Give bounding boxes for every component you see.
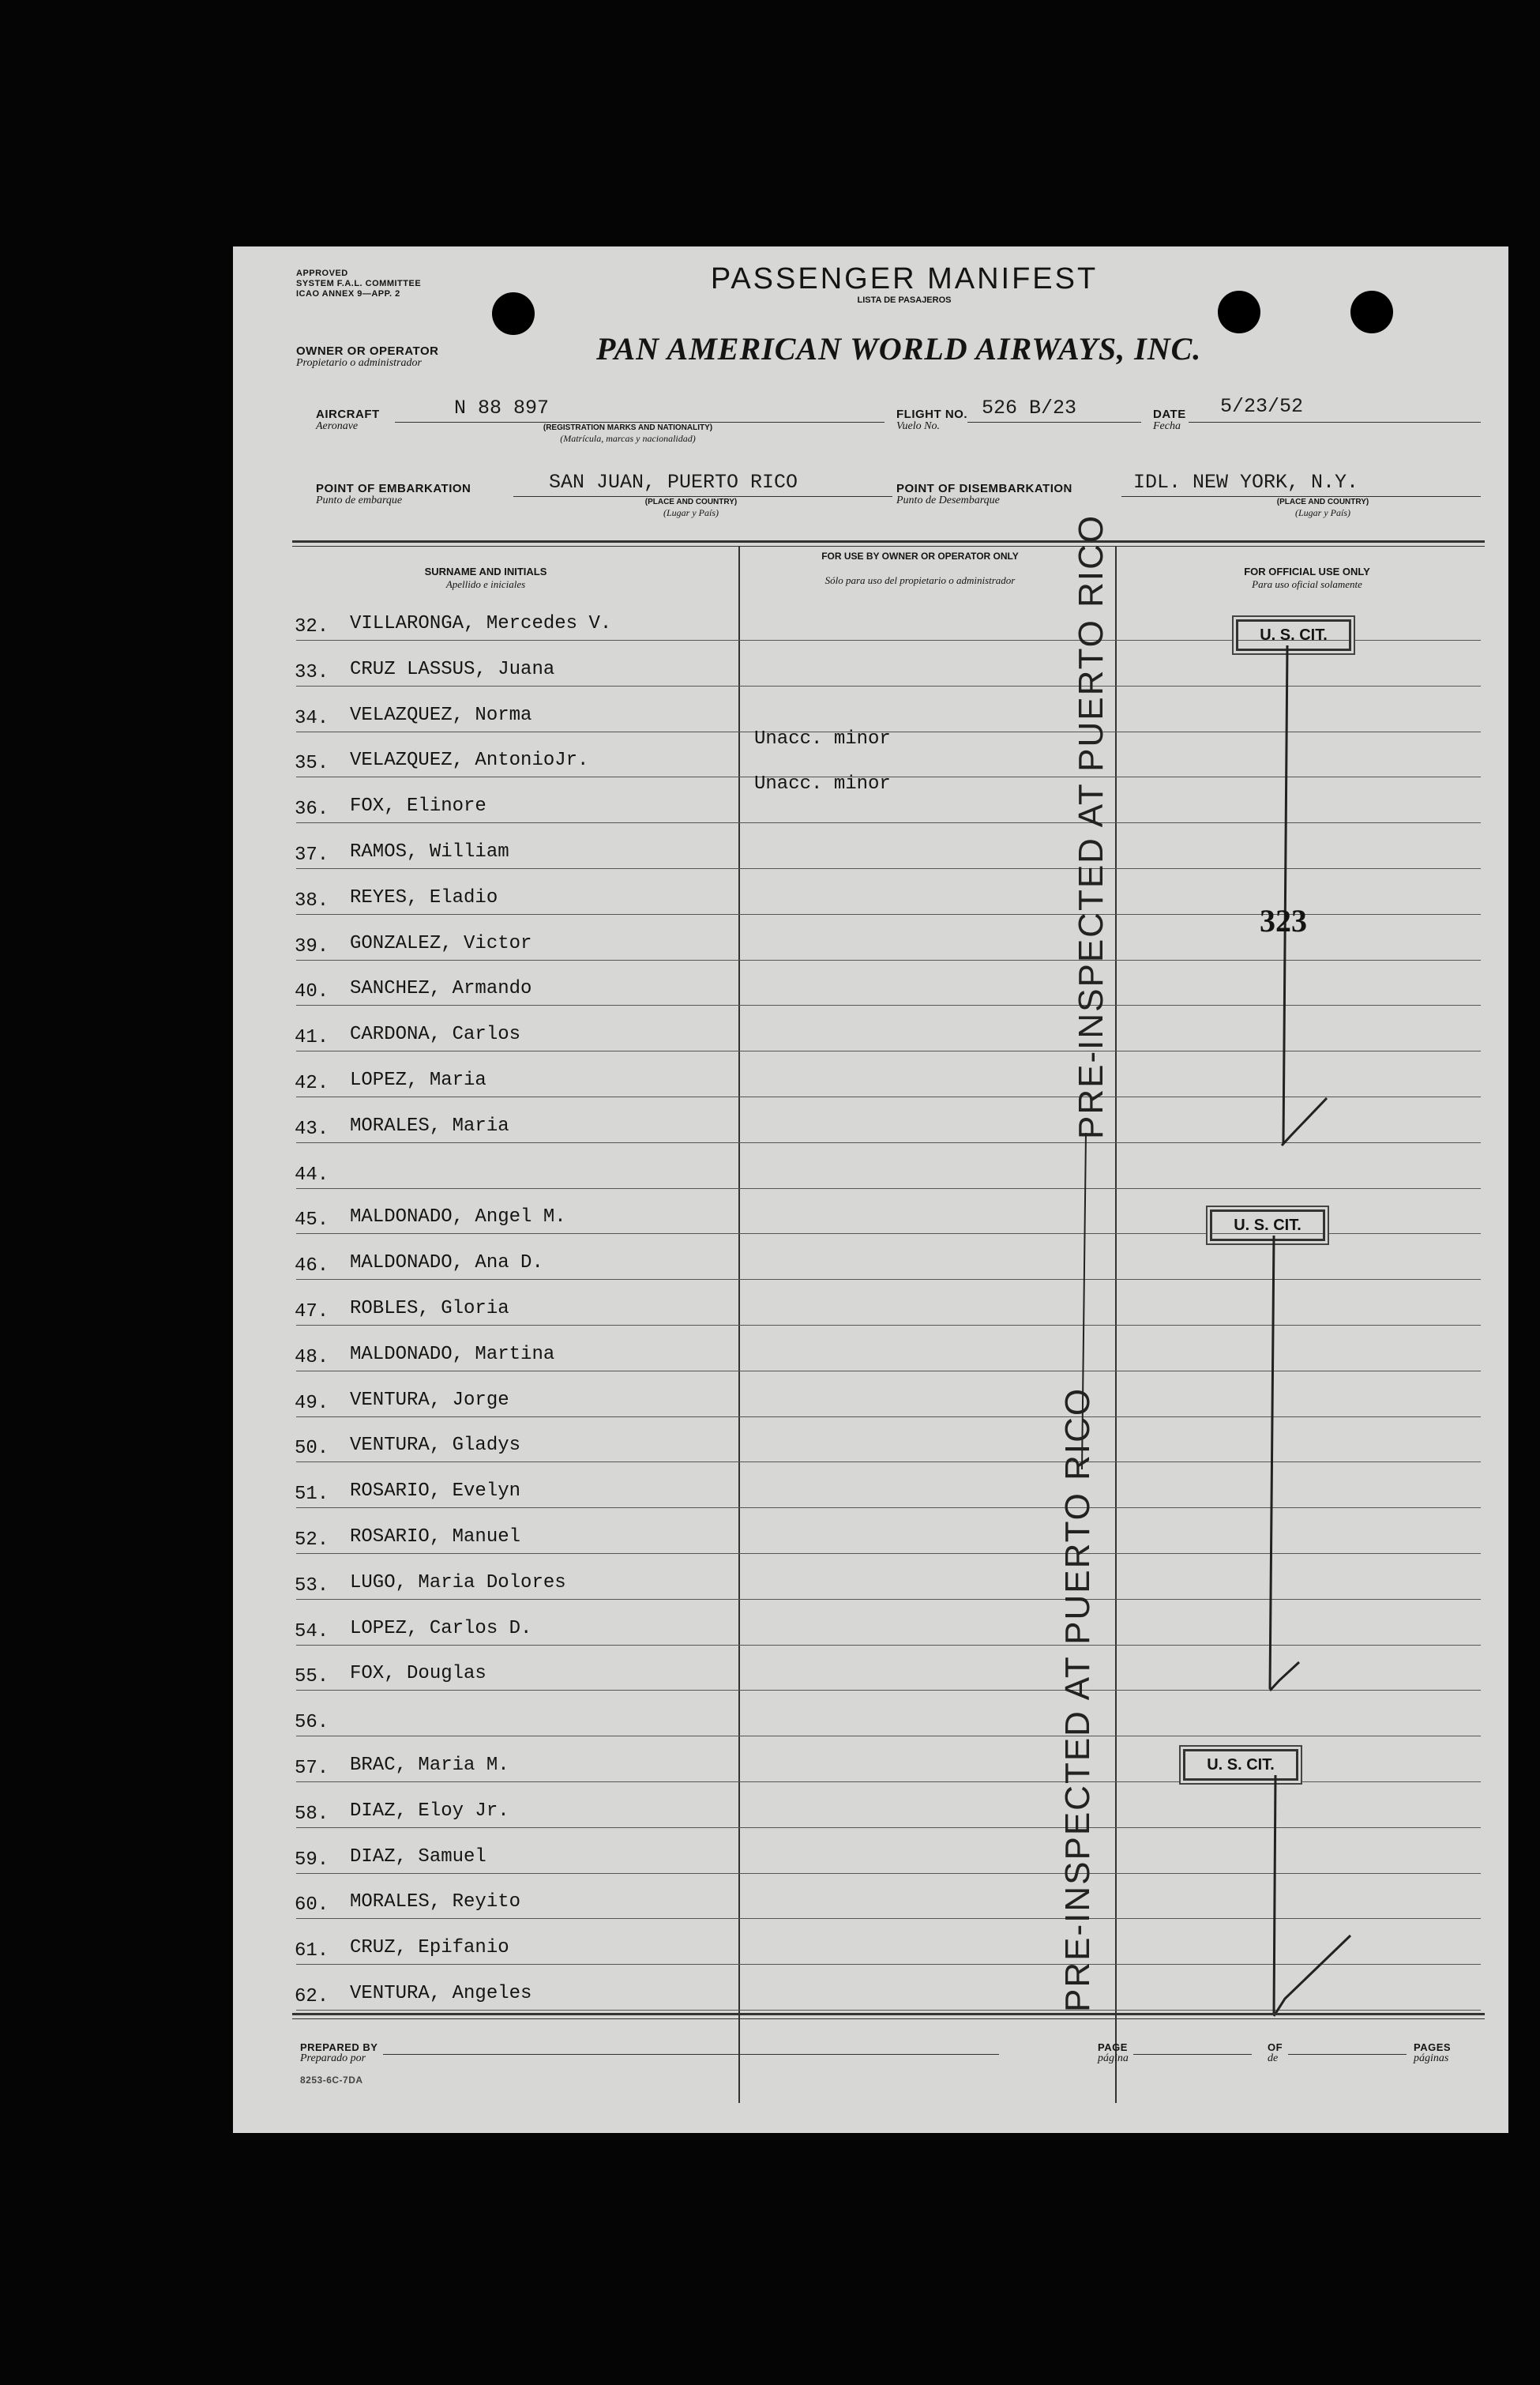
passenger-name: MORALES, Reyito — [350, 1891, 521, 1913]
bracket-line-2 — [1270, 1236, 1274, 1689]
pages-label-es: páginas — [1414, 2052, 1449, 2064]
prepared-label-es: Preparado por — [300, 2052, 366, 2064]
passenger-name: DIAZ, Eloy Jr. — [350, 1800, 509, 1822]
prepared-underline — [383, 2054, 999, 2055]
row-number: 38. — [295, 890, 329, 912]
row-number: 36. — [295, 799, 329, 821]
row-number: 62. — [295, 1986, 329, 2007]
page-label-es: página — [1098, 2052, 1129, 2064]
passenger-name: RAMOS, William — [350, 841, 509, 863]
bracket-line-1 — [1283, 645, 1287, 1143]
bracket-line-3 — [1274, 1775, 1275, 2014]
embark-label-es: Punto de embarque — [316, 495, 403, 506]
embark-caption-es: (Lugar y País) — [663, 507, 719, 518]
embark-caption: (PLACE AND COUNTRY) — [644, 498, 738, 506]
passenger-name: GONZALEZ, Victor — [350, 932, 532, 954]
disembark-caption-es: (Lugar y País) — [1295, 507, 1350, 518]
row-number: 61. — [295, 1940, 329, 1962]
flight-label: FLIGHT NO. — [896, 408, 967, 421]
row-number: 41. — [295, 1027, 329, 1049]
passenger-name: LUGO, Maria Dolores — [350, 1571, 566, 1593]
row-number: 58. — [295, 1803, 329, 1825]
of-label-es: de — [1268, 2052, 1279, 2064]
row-number: 42. — [295, 1073, 329, 1094]
row-number: 54. — [295, 1620, 329, 1642]
row-number: 55. — [295, 1666, 329, 1688]
us-citizen-stamp-2: U. S. CIT. — [1210, 1209, 1325, 1241]
passenger-name: VELAZQUEZ, AntonioJr. — [350, 750, 589, 772]
passenger-name: CRUZ LASSUS, Juana — [350, 658, 555, 680]
aircraft-label-es: Aeronave — [316, 420, 359, 432]
date-label: DATE — [1153, 408, 1186, 421]
row-number: 48. — [295, 1346, 329, 1368]
flight-label-es: Vuelo No. — [896, 420, 940, 432]
embark-label: POINT OF EMBARKATION — [316, 482, 471, 495]
check-mark-1 — [1282, 1098, 1327, 1145]
row-number: 47. — [295, 1301, 329, 1322]
col-surname-head: SURNAME AND INITIALS — [424, 566, 547, 577]
date-value: 5/23/52 — [1220, 395, 1304, 418]
row-number: 60. — [295, 1894, 329, 1917]
passenger-name: MALDONADO, Martina — [350, 1343, 555, 1365]
passenger-name: MALDONADO, Ana D. — [350, 1252, 543, 1274]
col-official-head-es: Para uso oficial solamente — [1252, 578, 1362, 590]
count-note: 323 — [1260, 903, 1307, 939]
prepared-label: PREPARED BY — [300, 2041, 378, 2053]
date-label-es: Fecha — [1153, 420, 1181, 432]
col-surname-head-es: Apellido e iniciales — [445, 578, 526, 590]
of-label: OF — [1268, 2041, 1283, 2053]
disembark-label-es: Punto de Desembarque — [896, 495, 1000, 506]
passenger-name: CARDONA, Carlos — [350, 1024, 521, 1046]
row-number: 43. — [295, 1118, 329, 1140]
row-number: 51. — [295, 1484, 329, 1506]
passenger-name: FOX, Douglas — [350, 1663, 486, 1685]
pre-inspected-stamp-2: PRE-INSPECTED AT PUERTO RICO — [1058, 1386, 1097, 2012]
footer-rule-top — [292, 2013, 1485, 2015]
page-label: PAGE — [1098, 2041, 1128, 2053]
official-brackets — [233, 246, 1508, 2133]
row-number: 35. — [295, 753, 329, 775]
passenger-name: ROSARIO, Evelyn — [350, 1480, 521, 1503]
embark-value: SAN JUAN, PUERTO RICO — [549, 471, 798, 494]
row-number: 32. — [295, 616, 329, 638]
aircraft-value: N 88 897 — [454, 397, 550, 419]
page-underline — [1133, 2054, 1252, 2055]
row-number: 44. — [295, 1164, 329, 1186]
check-mark-2 — [1270, 1662, 1299, 1691]
row-number: 52. — [295, 1529, 329, 1551]
row-number: 59. — [295, 1849, 329, 1871]
passenger-name: VENTURA, Jorge — [350, 1389, 509, 1411]
disembark-label: POINT OF DISEMBARKATION — [896, 482, 1072, 495]
row-number: 49. — [295, 1392, 329, 1414]
col-official-head: FOR OFFICIAL USE ONLY — [1244, 566, 1370, 577]
disembark-value: IDL. NEW YORK, N.Y. — [1133, 471, 1359, 494]
passenger-name: FOX, Elinore — [350, 796, 486, 818]
approved-line-2: SYSTEM F.A.L. COMMITTEE — [296, 279, 422, 288]
row-number: 40. — [295, 981, 329, 1003]
passenger-name: REYES, Eladio — [350, 886, 498, 908]
passenger-name: SANCHEZ, Armando — [350, 978, 532, 1000]
row-number: 37. — [295, 845, 329, 866]
footer-rule-bottom — [292, 2018, 1485, 2019]
passenger-name: VENTURA, Angeles — [350, 1983, 532, 2004]
row-number: 53. — [295, 1574, 329, 1597]
row-number: 34. — [295, 707, 329, 729]
row-number: 46. — [295, 1255, 329, 1277]
owner-value: PAN AMERICAN WORLD AIRWAYS, INC. — [596, 331, 1202, 367]
passenger-name: BRAC, Maria M. — [350, 1755, 509, 1776]
passenger-name: MALDONADO, Angel M. — [350, 1206, 566, 1228]
aircraft-caption-es: (Matrícula, marcas y nacionalidad) — [560, 433, 696, 444]
passenger-name: ROSARIO, Manuel — [350, 1526, 521, 1548]
passenger-name: MORALES, Maria — [350, 1115, 509, 1137]
passenger-note: Unacc. minor — [754, 728, 891, 750]
passenger-name: ROBLES, Gloria — [350, 1298, 509, 1319]
passenger-name: VELAZQUEZ, Norma — [350, 704, 532, 726]
row-number: 56. — [295, 1712, 329, 1734]
owner-label-es: Propietario o administrador — [296, 357, 422, 369]
aircraft-label: AIRCRAFT — [316, 408, 380, 421]
owner-label: OWNER OR OPERATOR — [296, 344, 439, 358]
pre-inspected-stamp-1: PRE-INSPECTED AT PUERTO RICO — [1072, 513, 1110, 1139]
row-number: 57. — [295, 1758, 329, 1779]
us-citizen-stamp-1: U. S. CIT. — [1236, 619, 1351, 651]
us-citizen-stamp-3: U. S. CIT. — [1183, 1749, 1298, 1781]
passenger-name: LOPEZ, Maria — [350, 1070, 486, 1091]
disembark-caption: (PLACE AND COUNTRY) — [1276, 498, 1369, 506]
flight-value: 526 B/23 — [982, 397, 1077, 419]
aircraft-caption: (REGISTRATION MARKS AND NATIONALITY) — [543, 423, 713, 432]
row-number: 39. — [295, 935, 329, 957]
col-owner-head-text: FOR USE BY OWNER OR OPERATOR ONLY — [821, 551, 1019, 562]
page-title: PASSENGER MANIFEST — [710, 262, 1099, 295]
pages-label: PAGES — [1414, 2041, 1452, 2053]
form-number: 8253-6C-7DA — [300, 2075, 363, 2086]
passenger-name: LOPEZ, Carlos D. — [350, 1617, 532, 1639]
check-mark-3 — [1274, 1935, 1350, 2016]
passenger-name: DIAZ, Samuel — [350, 1845, 486, 1868]
approved-line-1: APPROVED — [296, 269, 348, 278]
manifest-sheet — [233, 246, 1508, 2133]
row-number: 33. — [295, 661, 329, 683]
passenger-name: VILLARONGA, Mercedes V. — [350, 613, 612, 634]
row-number: 45. — [295, 1209, 329, 1232]
of-underline — [1288, 2054, 1407, 2055]
page-subtitle: LISTA DE PASAJEROS — [857, 295, 952, 305]
passenger-note: Unacc. minor — [754, 773, 891, 796]
passenger-name: CRUZ, Epifanio — [350, 1937, 509, 1959]
approved-line-3: ICAO ANNEX 9—APP. 2 — [296, 289, 400, 299]
passenger-name: VENTURA, Gladys — [350, 1435, 521, 1457]
row-number: 50. — [295, 1438, 329, 1460]
col-owner-head-es-text: Sólo para uso del propietario o administrador — [824, 574, 1016, 586]
